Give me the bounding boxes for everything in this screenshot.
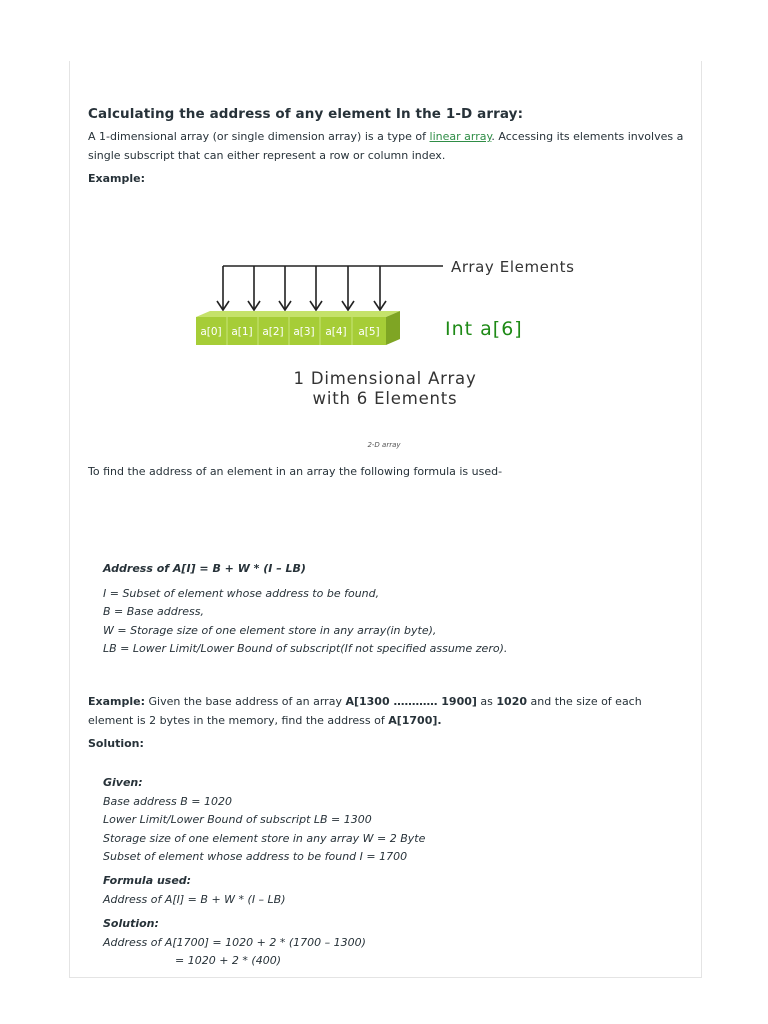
section-heading: Calculating the address of any element In the 1-D array: — [88, 106, 524, 122]
example2-label: Example: — [88, 695, 145, 708]
example2-text: Given the base address of an array — [145, 695, 346, 708]
array-cell-0: a[0] — [200, 326, 222, 338]
solution-block — [103, 915, 366, 971]
array-cell-1: a[1] — [231, 326, 253, 338]
array-declaration: Int a[6] — [445, 318, 523, 340]
formula-used-title: Formula used: — [103, 874, 192, 887]
solution-line-1: Address of A[1700] = 1020 + 2 * (1700 – 1300) — [103, 935, 366, 949]
solution-line-2: = 1020 + 2 * (400) — [175, 954, 281, 967]
intro-text-after: . Accessing its elements involves a single subscript that can either represent a row or column index. — [88, 130, 684, 162]
given-line: Storage size of one element store in any array W = 2 Byte — [103, 831, 426, 845]
formula-line: B = Base address, — [103, 605, 204, 618]
pointer-label: Array Elements — [451, 258, 575, 276]
example2-text: and the size of each element is 2 bytes in the memory, find the address of — [88, 695, 642, 727]
formula-used-line: Address of A[I] = B + W * (I – LB) — [103, 892, 286, 906]
given-line: Base address B = 1020 — [103, 794, 232, 808]
intro-text-before: A 1-dimensional array (or single dimension array) is a type of — [88, 130, 430, 143]
array-cell-4: a[4] — [325, 326, 347, 338]
given-title: Given: — [103, 776, 143, 789]
diagram-title-line1: 1 Dimensional Array — [293, 369, 477, 388]
pointer-arrows — [217, 266, 386, 310]
example2-text: as — [476, 695, 497, 708]
formula-line: W = Storage size of one element store in any array(in byte), — [103, 623, 437, 637]
array-diagram — [190, 255, 610, 420]
intro-paragraph — [88, 127, 688, 165]
target-element: A[1700]. — [388, 714, 442, 727]
solution-title: Solution: — [103, 917, 159, 930]
linear-array-link[interactable]: linear array — [429, 130, 492, 143]
solution-label: Solution: — [88, 737, 144, 750]
array-cell-3: a[3] — [293, 326, 315, 338]
formula-intro: To find the address of an element in an array the following formula is used- — [88, 465, 503, 478]
array-cell-5: a[5] — [358, 326, 380, 338]
formula-line: LB = Lower Limit/Lower Bound of subscript(If not specified assume zero). — [103, 642, 508, 655]
given-line: Subset of element whose address to be found I = 1700 — [103, 850, 408, 863]
diagram-title-line2: with 6 Elements — [312, 389, 458, 408]
figure-caption: 2-D array — [367, 441, 401, 449]
given-block — [103, 774, 425, 867]
given-line: Lower Limit/Lower Bound of subscript LB = 1300 — [103, 813, 372, 826]
array-cell-2: a[2] — [262, 326, 284, 338]
formula-used-block — [103, 872, 286, 909]
formula-block — [103, 560, 507, 659]
example-label: Example: — [88, 172, 145, 185]
formula-line: I = Subset of element whose address to be found, — [103, 586, 380, 600]
base-address: 1020 — [496, 695, 528, 708]
formula-title: Address of A[I] = B + W * (I – LB) — [103, 562, 306, 575]
example2-paragraph — [88, 692, 688, 730]
array-range: A[1300 ………… 1900] — [345, 695, 477, 708]
